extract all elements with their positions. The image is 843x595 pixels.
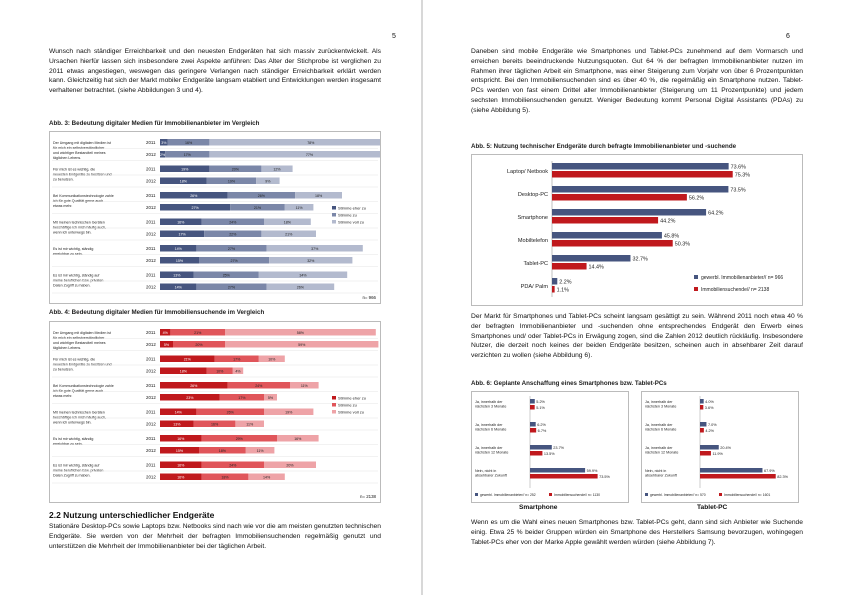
year-label: 2011 [146, 140, 156, 145]
legend-swatch [332, 206, 336, 210]
bar [552, 240, 673, 247]
data-label: 21% [183, 357, 191, 362]
year-label: 2012 [146, 284, 156, 290]
data-label: 73.6% [730, 164, 746, 171]
bar [530, 422, 536, 427]
bar [700, 468, 762, 473]
legend-swatch [332, 396, 336, 400]
sample-size-note: n= 966 [362, 295, 376, 300]
data-label: 17% [183, 153, 191, 157]
data-label: 59.9% [586, 468, 598, 473]
bar [552, 255, 630, 262]
category-label: Es ist mir wichtig, ständig [53, 437, 94, 441]
data-label: 19% [227, 179, 236, 184]
bar [552, 194, 687, 201]
data-label: 2.2% [559, 279, 572, 286]
data-label: 3% [161, 141, 167, 145]
legend-swatch [332, 403, 336, 407]
figure-caption: Abb. 3: Bedeutung digitaler Medien für Immobilienanbieter im Vergleich [49, 120, 260, 127]
bar [552, 163, 729, 170]
category-label: beschäftige ich mich häufig auch, [53, 415, 107, 420]
bar [552, 217, 658, 224]
data-label: 14% [174, 410, 182, 415]
data-label: 78% [307, 141, 315, 145]
bar [530, 468, 585, 473]
category-label: nächsten 3 Monate [475, 404, 507, 409]
category-label: nächsten 12 Monate [475, 450, 509, 455]
data-label: 50.3% [674, 241, 691, 248]
legend-label: Immobiliensuchende// n= 2138 [701, 287, 770, 293]
category-label: Mit meinen technischen Geräten [53, 220, 105, 225]
data-label: 21% [253, 206, 262, 210]
category-label: zu benutzen. [53, 177, 74, 182]
category-label: Es ist mir wichtig, ständig [53, 247, 94, 251]
data-label: 24% [229, 220, 237, 225]
data-label: 59% [298, 343, 306, 347]
category-label: für mich ein selbstverständlicher [53, 336, 105, 340]
category-label: wenn ich unterwegs bin. [53, 420, 92, 425]
legend-swatch [332, 213, 336, 217]
legend-label: Stimme zu [338, 402, 357, 408]
data-label: 27% [227, 247, 236, 251]
bar [700, 474, 776, 479]
legend-label: Stimme zu [338, 212, 357, 218]
bar [700, 445, 719, 450]
data-label: 10% [268, 357, 276, 362]
category-label: neuesten Endgeräte zu besitzen und [53, 362, 112, 367]
bar-chart [472, 392, 628, 502]
data-label: 26% [190, 194, 198, 198]
legend-swatch [694, 287, 698, 291]
category-label: erreichbar zu sein. [53, 252, 83, 256]
data-label: 17% [233, 357, 241, 362]
figure-6-tablet-chart [641, 391, 799, 503]
legend-swatch [645, 493, 648, 496]
data-label: 75.3% [734, 172, 751, 179]
bar-chart [472, 155, 802, 305]
data-label: 1.1% [556, 287, 569, 294]
data-label: 14% [262, 475, 271, 480]
legend-swatch [332, 410, 336, 414]
category-label: meine beruflichen bzw. privaten [53, 468, 104, 473]
legend-swatch [475, 493, 478, 496]
category-label: zu benutzen. [53, 367, 74, 372]
data-label: 15% [175, 259, 184, 263]
data-label: 11% [246, 422, 254, 427]
category-label: nächsten 12 Monate [645, 450, 679, 455]
data-label: 34% [299, 273, 307, 278]
page-left [0, 0, 421, 595]
data-label: 4.0% [705, 399, 714, 404]
category-label: Der Umgang mit digitalen Medien ist [53, 331, 111, 335]
bar [530, 445, 552, 450]
sample-size-note: n= 2138 [360, 494, 376, 499]
data-label: 24% [229, 463, 237, 468]
bar [552, 209, 706, 216]
category-label: Es ist mir wichtig, ständig auf [53, 463, 100, 468]
category-label: Für mich ist es wichtig, die [53, 357, 96, 362]
category-label: wenn ich unterwegs bin. [53, 230, 92, 235]
bar [552, 286, 555, 293]
category-label: für mich ein selbstverständlicher [53, 146, 105, 150]
data-label: 16% [294, 437, 302, 441]
data-label: 27% [230, 259, 238, 263]
data-label: 17% [178, 232, 186, 237]
data-label: 73.5% [730, 187, 746, 194]
data-label: 14.4% [588, 264, 604, 271]
category-label: Ja, innerhalb der [645, 446, 673, 450]
year-label: 2011 [146, 383, 156, 388]
figure-caption: Abb. 4: Bedeutung digitaler Medien für Immobiliensuchende im Vergleich [49, 309, 265, 316]
year-label: 2011 [146, 166, 156, 172]
data-label: 32% [307, 259, 315, 263]
data-label: 26% [296, 285, 305, 290]
data-label: 18% [218, 449, 227, 453]
data-label: 45.8% [663, 233, 680, 240]
legend-label: Immobiliensuchende// n= 1601 [724, 493, 771, 497]
data-label: 5% [163, 343, 170, 347]
year-label: 2011 [146, 272, 156, 278]
legend-label: Stimme eher zu [338, 395, 367, 401]
legend-swatch [719, 493, 722, 496]
year-label: 2012 [146, 231, 156, 237]
data-label: 18% [179, 369, 188, 374]
data-label: 13% [173, 273, 181, 278]
data-label: 32.7% [632, 256, 648, 263]
stacked-bar-chart [50, 132, 380, 303]
data-label: 5% [267, 396, 274, 400]
year-label: 2012 [146, 448, 156, 453]
category-label: nächsten 3 Monate [645, 404, 677, 409]
category-label: PDA/ Palm [520, 284, 548, 290]
data-label: 21% [194, 331, 202, 335]
bar [700, 405, 703, 410]
year-label: 2011 [146, 219, 156, 225]
middle-paragraph: Der Markt für Smartphones und Tablet-PCs scheint langsam gesättigt zu sein. Während 2011 noch etwa 40 % der befragten Immobilienanbieter und -suchenden ohne entsprechendes Endgerät den Erwerb eines Smartphones und/ oder Tablet-PCs in Erwägung zogen, sind die Zahlen 2012 deutlich rückläufig. Insbesondere Nutzer, die derzeit noch keines der beiden Endgeräte besitzen, scheinen auch in absehbarer Zeit darauf verzichten zu wollen (siehe Abbildung 6). [471, 313, 803, 360]
category-label: erreichbar zu sein. [53, 442, 83, 446]
category-label: Es ist mir wichtig, ständig auf [53, 273, 100, 278]
data-label: 5.1% [536, 405, 545, 410]
category-label: Ja, innerhalb der [475, 423, 503, 427]
category-label: täglichen Lebens. [53, 156, 82, 160]
closing-paragraph: Wenn es um die Wahl eines neuen Smartphones bzw. Tablet-PCs geht, dann sind sich Anbieter wie Suchende einig. Etwa 25 % beider Gruppen würden ein Smartphone des Herstellers Samsung bevorzugen, wohingegen Tablet-PCs eher von der Marke Apple gewählt werden würden (siehe Abbildung 7). [471, 519, 803, 546]
data-label: 26% [257, 194, 266, 198]
data-label: 19% [285, 410, 293, 415]
chart-label: Smartphone [519, 504, 558, 511]
year-label: 2011 [146, 193, 156, 198]
bar [700, 451, 711, 456]
intro-paragraph: Daneben sind mobile Endgeräte wie Smartphones und Tablet-PCs zunehmend auf dem Vormarsch und erreichen bereits beeindruckende Nutzungsquoten. Gut 64 % der befragten Immobilienanbieter nutzen im Rahmen ihrer täglichen Arbeit ein Smartphone, was einer Steigerung zum Vorjahr von über 6 Prozentpunkten entspricht. Bei den Immobiliensuchenden sind es über 40 %, die regelmäßig ein Smartphone nutzen. Tablet-PCs werden von fast einem Drittel aller Immobilienanbieter (Steigerung um 11 Prozentpunkte) und jedem sechsten Immobiliensuchenden genutzt. Weniger Bedeutung kommt Personal Digital Assistants (PDAs) zu (siehe Abbildung 5). [471, 48, 803, 114]
legend-label: gewerbl. Immobilienanbieter// n= 966 [701, 275, 784, 281]
data-label: 13% [173, 422, 181, 427]
data-label: 11% [300, 384, 308, 388]
category-label: Daten Zugriff zu haben. [53, 283, 91, 288]
data-label: 16% [210, 422, 219, 427]
data-label: 13.5% [543, 451, 555, 456]
data-label: 18% [283, 220, 292, 225]
data-label: 23% [186, 396, 194, 400]
data-label: 58% [296, 331, 305, 335]
category-label: Desktop-PC [517, 192, 548, 198]
data-label: 16% [177, 220, 185, 225]
bar [552, 263, 587, 270]
data-label: 11% [295, 206, 303, 210]
data-label: 16% [177, 463, 185, 468]
legend-label: gewerbl. Immobilienanbieter// n= 570 [650, 493, 706, 497]
data-label: 6.7% [537, 428, 547, 433]
data-label: 82.3% [777, 474, 788, 479]
data-label: 25% [222, 273, 230, 278]
category-label: Für mich ist es wichtig, die [53, 167, 96, 172]
category-label: Mit meinen technischen Geräten [53, 410, 105, 415]
category-label: Smartphone [517, 215, 548, 221]
figure-4-chart [49, 321, 381, 503]
data-label: 14% [174, 285, 182, 290]
category-label: etwas mehr. [53, 204, 73, 208]
data-label: 18% [179, 179, 188, 184]
category-label: Ja, innerhalb der [645, 423, 673, 427]
bar [552, 186, 728, 193]
data-label: 23.7% [553, 445, 565, 450]
data-label: 12% [273, 167, 281, 172]
year-label: 2012 [146, 474, 156, 480]
bar-segment [209, 139, 380, 146]
category-label: Bei Kommunikationstechnologie zahle [53, 194, 114, 198]
legend-label: Stimme eher zu [338, 205, 367, 211]
data-label: 4% [162, 331, 168, 335]
chart-label: Tablet-PC [697, 504, 728, 511]
year-label: 2011 [146, 356, 156, 362]
data-label: 20% [286, 463, 294, 468]
data-label: 9% [265, 179, 271, 184]
data-label: 11% [256, 449, 264, 453]
figure-5-chart [471, 154, 803, 306]
category-label: Nein, nicht in [475, 469, 497, 473]
data-label: 64.2% [708, 210, 724, 217]
figure-caption: Abb. 6: Geplante Anschaffung eines Smartphones bzw. Tablet-PCs [471, 380, 667, 387]
year-label: 2011 [146, 436, 156, 441]
data-label: 26% [226, 410, 234, 415]
bar-chart [642, 392, 798, 502]
data-label: 11.9% [712, 451, 723, 456]
legend-label: Stimme voll zu [338, 219, 365, 225]
category-label: Daten Zugriff zu haben. [53, 473, 91, 478]
data-label: 37% [311, 247, 319, 251]
data-label: 56.2% [688, 195, 705, 202]
bar [530, 474, 598, 479]
data-label: 4.2% [705, 428, 715, 433]
category-label: Tablet-PC [523, 261, 548, 267]
data-label: 16% [184, 141, 193, 145]
data-label: 15% [175, 449, 184, 453]
bar [552, 278, 557, 285]
year-label: 2012 [146, 205, 156, 210]
category-label: nächsten 6 Monate [475, 427, 507, 432]
data-label: 77% [305, 153, 314, 157]
data-label: 67.9% [763, 468, 775, 473]
data-label: 27% [227, 285, 236, 290]
year-label: 2012 [146, 368, 156, 374]
year-label: 2011 [146, 246, 156, 251]
year-label: 2012 [146, 258, 156, 263]
data-label: 17% [238, 396, 246, 400]
category-label: absehbarer Zukunft [475, 473, 507, 478]
category-label: etwas mehr. [53, 394, 73, 398]
category-label: Laptop/ Netbook [506, 169, 548, 175]
year-label: 2011 [146, 462, 156, 468]
data-label: 10% [216, 369, 224, 374]
bar [700, 399, 704, 404]
section-heading: 2.2 Nutzung unterschiedlicher Endgeräte [49, 510, 215, 520]
data-label: 16% [177, 437, 185, 441]
category-label: und wichtiger Bestandteil meines [53, 341, 106, 345]
data-label: 6.2% [537, 422, 546, 427]
data-label: 20% [195, 343, 203, 347]
page-number: 5 [392, 33, 396, 40]
category-label: Mobiltelefon [517, 238, 548, 244]
category-label: Ja, innerhalb der [475, 446, 503, 450]
year-label: 2011 [146, 330, 156, 335]
category-label: Nein, nicht in [645, 469, 667, 473]
intro-paragraph: Wunsch nach ständiger Erreichbarkeit und den neuesten Endgeräten hat sich massiv zurückentwickelt. Als Ursachen hierfür lassen sich insbesondere zwei Aspekte anführen: Das Alter der Stichprobe ist verglichen zu 2011 etwas angestiegen, weswegen das geringere Verlangen nach ständiger Erreichbarkeit erklärt werden kann. Gleichzeitig hat sich der Markt mobiler Endgeräte langsam etabliert und Entwicklungen werden insgesamt verhaltener betrachtet. (siehe Abbildungen 3 und 4). [49, 48, 381, 95]
data-label: 44.2% [660, 218, 676, 225]
category-label: absehbarer Zukunft [645, 473, 677, 478]
data-label: 20% [231, 167, 240, 172]
data-label: 4% [235, 369, 241, 374]
data-label: 22% [229, 232, 237, 237]
category-label: ich für gute Qualität gerne auch [53, 389, 104, 393]
data-label: 14% [174, 247, 182, 251]
legend-label: Immobiliensuchende// n= 1130 [554, 493, 601, 497]
page-right [423, 0, 843, 595]
bar [700, 428, 704, 433]
data-label: 18% [314, 194, 323, 198]
category-label: Ja, innerhalb der [645, 400, 673, 404]
category-label: Bei Kommunikationstechnologie zahle [53, 384, 114, 388]
data-label: 2% [159, 153, 166, 157]
data-label: 3.6% [704, 405, 714, 410]
data-label: 7.0% [707, 422, 717, 427]
data-label: 27% [191, 206, 199, 210]
legend-swatch [549, 493, 552, 496]
legend-label: gewerbl. Immobilienanbieter// n= 252 [480, 493, 536, 497]
legend-label: Stimme voll zu [338, 409, 365, 415]
data-label: 20.4% [720, 445, 732, 450]
figure-3-chart [49, 131, 381, 304]
data-label: 24% [255, 384, 263, 388]
year-label: 2012 [146, 342, 156, 347]
data-label: 19% [181, 167, 189, 172]
figure-6-smartphone-chart [471, 391, 629, 503]
data-label: 21% [285, 232, 293, 237]
year-label: 2011 [146, 409, 156, 415]
bar [552, 232, 662, 239]
bar [530, 405, 535, 410]
category-label: Ja, innerhalb der [475, 400, 503, 404]
page-number: 6 [786, 33, 790, 40]
data-label: 29% [235, 437, 243, 441]
category-label: täglichen Lebens. [53, 346, 82, 350]
category-label: und wichtiger Bestandteil meines [53, 151, 106, 155]
category-label: ich für gute Qualität gerne auch [53, 199, 104, 203]
stacked-bar-chart [50, 322, 380, 502]
bar [530, 451, 542, 456]
data-label: 5.2% [536, 399, 545, 404]
legend-swatch [694, 275, 698, 279]
figure-caption: Abb. 5: Nutzung technischer Endgeräte durch befragte Immobilienanbieter und -suchende [471, 143, 737, 150]
bar-segment [209, 151, 380, 158]
category-label: neuesten Endgeräte zu besitzen und [53, 172, 112, 177]
year-label: 2012 [146, 421, 156, 427]
category-label: Der Umgang mit digitalen Medien ist [53, 141, 111, 145]
category-label: meine beruflichen bzw. privaten [53, 278, 104, 283]
data-label: 18% [221, 475, 229, 480]
year-label: 2012 [146, 178, 156, 184]
category-label: beschäftige ich mich häufig auch, [53, 225, 107, 230]
legend-swatch [332, 220, 336, 224]
section-paragraph: Stationäre Desktop-PCs sowie Laptops bzw. Netbooks sind nach wie vor die am meisten genutzten technischen Endgeräte. Sie werden von der Mehrheit der befragten Immobiliensuchenden regelmäßig genutzt und unterstützen die Mehrheit der Immobilienanbieter bei der täglichen Arbeit. [49, 523, 381, 550]
category-label: nächsten 6 Monate [645, 427, 677, 432]
data-label: 26% [190, 384, 198, 388]
bar [700, 422, 706, 427]
year-label: 2012 [146, 395, 156, 400]
data-label: 16% [177, 475, 185, 480]
bar [552, 171, 733, 178]
data-label: 73.5% [599, 474, 610, 479]
year-label: 2012 [146, 152, 156, 157]
bar [530, 399, 535, 404]
bar [530, 428, 536, 433]
